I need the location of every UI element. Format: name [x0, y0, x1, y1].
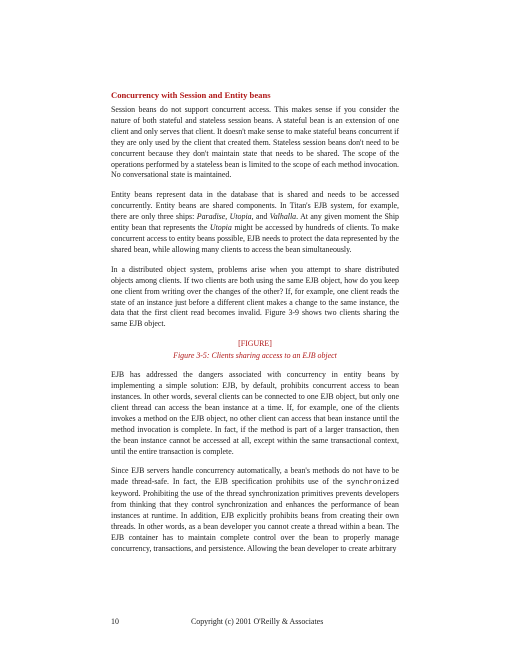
page-body: [111, 90, 399, 564]
paragraph-thread-safety: [111, 466, 399, 554]
p2-text-a: Entity beans represent data in the database that is shared and needs to be accessed concurrently. Entity beans are shared components. In Titan's EJB system, for example, there are only three ships:: [111, 190, 399, 222]
p2-text-d: . At any given moment the Ship entity bean that represents the: [111, 212, 399, 233]
paragraph-distributed-objects: In a distributed object system, problems arise when you attempt to share distributed objects among clients. If two clients are both using the same EJB object, how do you keep one client from writing over the changes of the other? If, for example, one client reads the state of an instance just before a different client makes a change to the same instance, the data that the first client read becomes invalid. Figure 3-9 shows two clients sharing the same EJB object.: [111, 264, 399, 329]
p2-text-e: might be accessed by hundreds of clients. To make concurrent access to entity beans possible, EJB needs to protect the data represented by the shared bean, while allowing many clients to access the bean simultaneously.: [111, 223, 399, 254]
p2-text-c: , and: [251, 212, 270, 222]
ship-name-paradise: Paradise: [196, 212, 226, 222]
p5-text-b: keyword. Prohibiting the use of the thread synchronization primitives prevents developers from thinking that they control synchronization and enhances the performance of bean instances at runtime. In addition, EJB explicitly prohibits beans from creating their own threads. In other words, as a bean developer you cannot create a thread within a bean. The EJB container has to maintain complete control over the bean to properly manage concurrency, transactions, and persistence. Allowing the bean developer to create arbitrary: [111, 489, 399, 553]
section-heading: Concurrency with Session and Entity beans: [111, 90, 271, 100]
p2-text-b: ,: [225, 212, 230, 222]
p5-text-a: Since EJB servers handle concurrency automatically, a bean's methods do not have to be made thread-safe. In fact, the EJB specification prohibits use of the: [111, 466, 399, 487]
figure-placeholder: [FIGURE]: [238, 339, 272, 349]
page-number: 10: [111, 617, 119, 626]
paragraph-entity-beans: [111, 190, 399, 255]
paragraph-ejb-concurrency: EJB has addressed the dangers associated with concurrency in entity beans by implementing a simple solution: EJB, by default, prohibits concurrent access to bean instances. In other words, several clients can be connected to one EJB object, but only one client thread can access the bean instance at a time. If, for example, one of the clients invokes a method on the EJB object, no other client can access that bean instance until the method invocation is complete. In fact, if the method is part of a larger transaction, then the bean instance cannot be accessed at all, except within the same transactional context, until the entire transaction is complete.: [111, 370, 399, 456]
figure-caption: Figure 3-5: Clients sharing access to an EJB object: [173, 351, 337, 361]
synchronized-keyword: synchronized: [346, 479, 399, 488]
ship-name-utopia-2: Utopia: [209, 223, 232, 233]
ship-name-valhalla: Valhalla: [269, 212, 297, 222]
ship-name-utopia: Utopia: [229, 212, 252, 222]
copyright-notice: Copyright (c) 2001 O'Reilly & Associates: [191, 617, 324, 626]
paragraph-session-beans: Session beans do not support concurrent access. This makes sense if you consider the nature of both stateful and stateless session beans. A stateful bean is an extension of one client and only serves that client. It doesn't make sense to make stateful beans concurrent if they are only used by the client that created them. Stateless session beans don't need to be concurrent because they don't maintain state that needs to be shared. The scope of the operations performed by a stateless bean is limited to the scope of each method invocation. No conversational state is maintained.: [111, 105, 399, 180]
